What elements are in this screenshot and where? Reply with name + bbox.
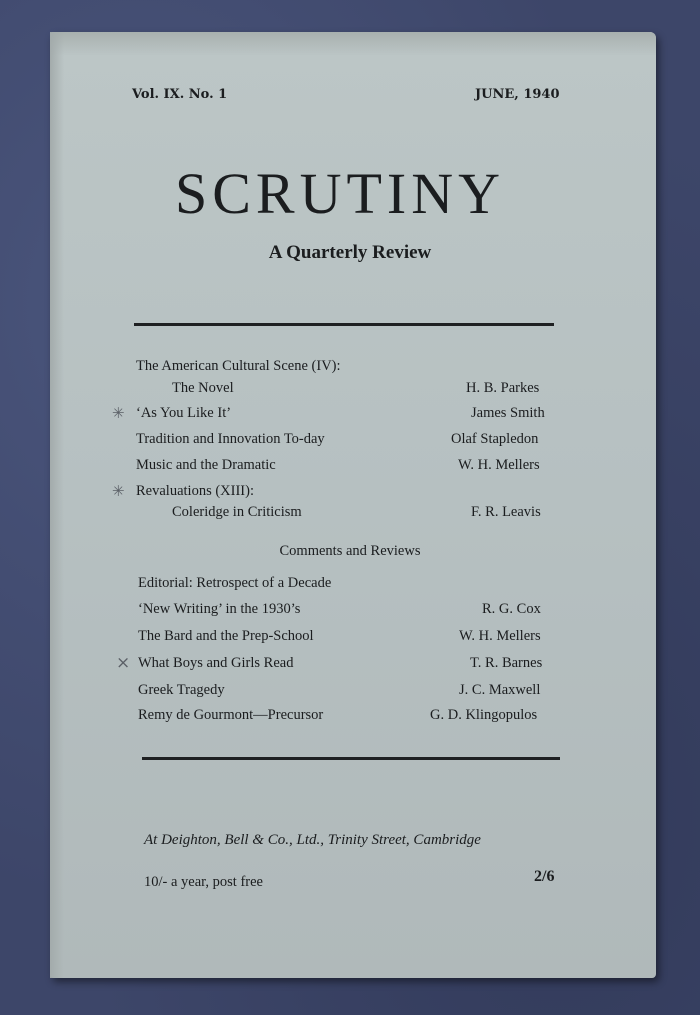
issue-date: JUNE, 1940 [475,87,560,102]
contents-entry-title: Tradition and Innovation To-day [136,431,325,447]
issue-price: 2/6 [534,868,555,885]
review-entry-author: G. D. Klingopulos [430,707,538,723]
contents-entry-title: Coleridge in Criticism [172,504,302,520]
review-entry-title: The Bard and the Prep-School [138,628,314,644]
contents-entry-title: ‘As You Like It’ [136,405,232,421]
review-entry-author: R. G. Cox [482,601,541,617]
contents-entry-author: F. R. Leavis [471,504,541,520]
magazine-title: SCRUTINY [174,161,506,226]
subscription-price: 10/- a year, post free [144,874,263,890]
contents-entry-title: The American Cultural Scene (IV): [136,358,341,374]
asterisk-mark-icon: ✳ [112,404,125,422]
volume-number: Vol. IX. No. 1 [132,87,228,102]
asterisk-mark-icon: ✳ [112,482,125,500]
publisher-line: At Deighton, Bell & Co., Ltd., Trinity Street, Cambridge [144,832,481,848]
review-entry-author: J. C. Maxwell [459,682,541,698]
contents-entry-author: Olaf Stapledon [451,431,539,447]
bottom-divider [142,757,560,760]
contents-entry-title: Revaluations (XIII): [136,483,254,499]
review-entry-title: Editorial: Retrospect of a Decade [138,575,332,591]
review-entry-author: W. H. Mellers [459,628,541,644]
contents-entry-title: Music and the Dramatic [136,457,276,473]
contents-entry-author: H. B. Parkes [466,380,540,396]
review-entry-title: Greek Tragedy [138,682,225,698]
review-entry-author: T. R. Barnes [470,655,543,671]
cross-mark-icon: × [116,653,131,673]
review-entry-title: What Boys and Girls Read [138,655,294,671]
contents-entry-author: James Smith [471,405,545,421]
top-divider [134,323,554,326]
review-entry-title: Remy de Gourmont—Precursor [138,707,324,723]
review-entry-title: ‘New Writing’ in the 1930’s [138,601,301,617]
contents-entry-author: W. H. Mellers [458,457,540,473]
reviews-heading: Comments and Reviews [279,543,421,559]
magazine-cover [50,32,656,978]
contents-entry-title: The Novel [172,380,234,396]
magazine-subtitle: A Quarterly Review [268,242,432,263]
